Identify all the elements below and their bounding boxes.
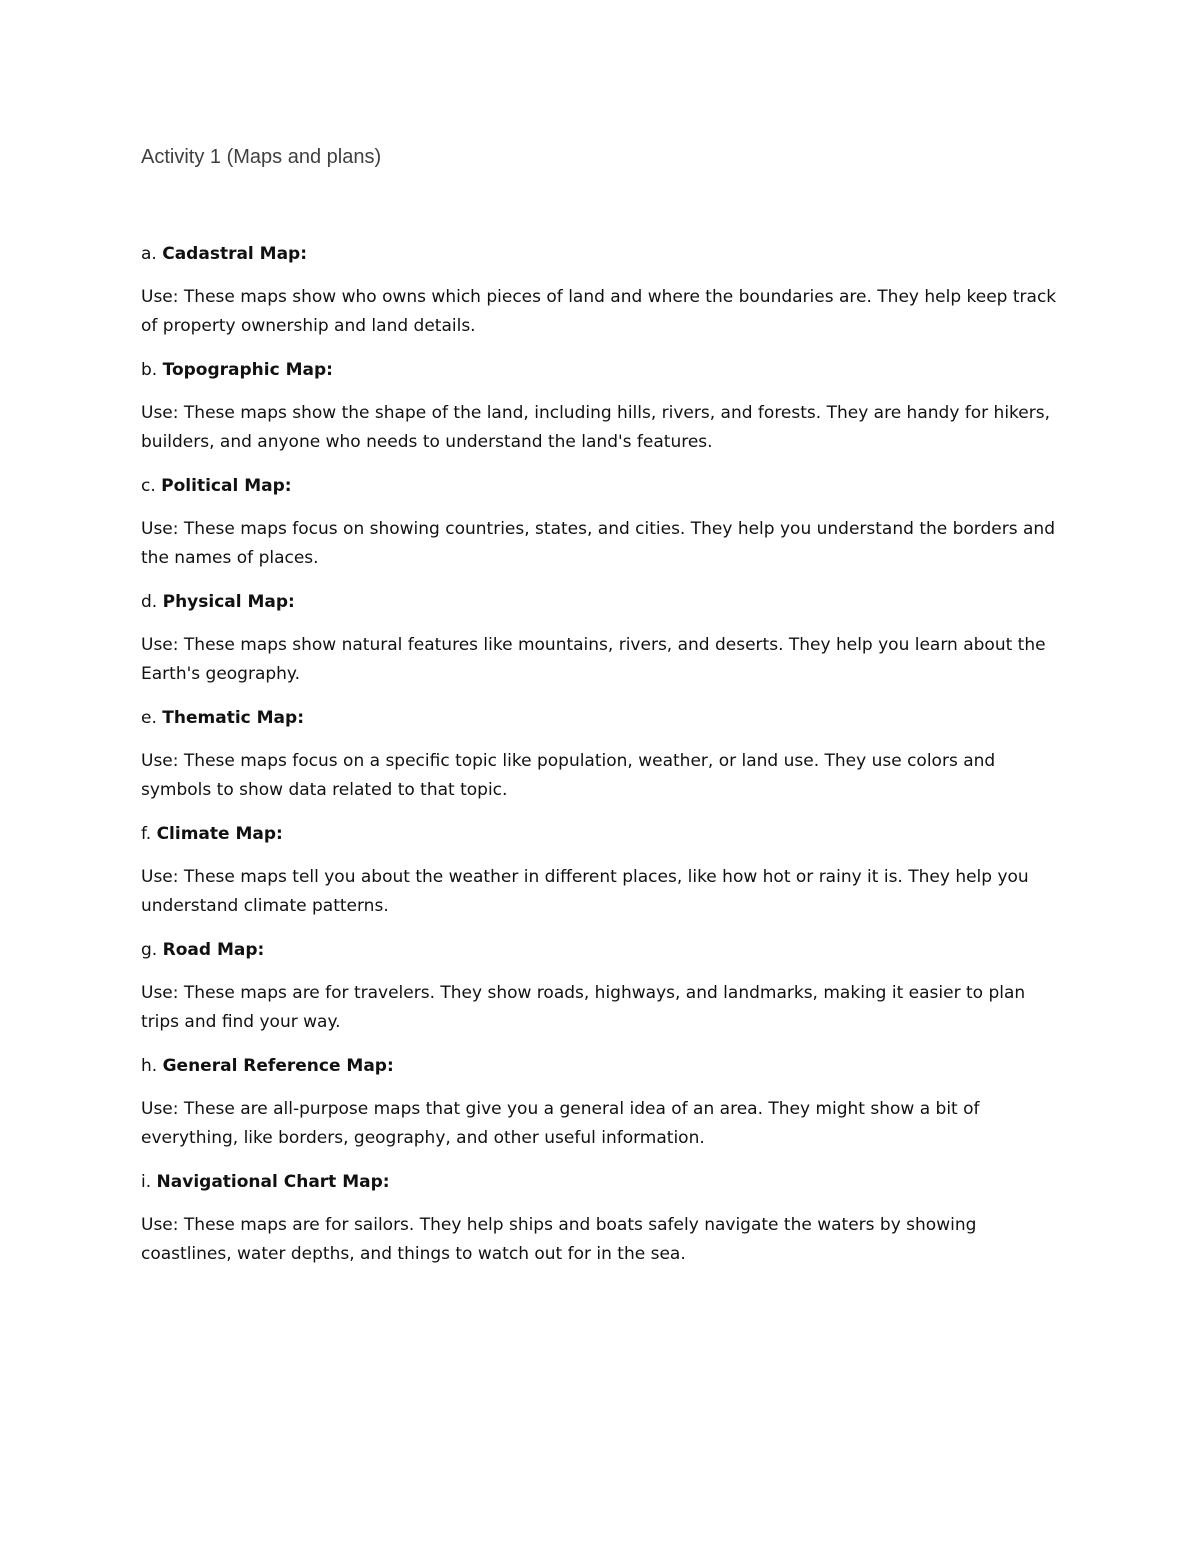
section-title: Political Map:	[161, 476, 292, 496]
section-marker: g.	[141, 940, 158, 960]
document-content	[141, 140, 1061, 1284]
use-label: Use:	[141, 867, 179, 887]
section-heading	[141, 588, 1061, 616]
section-marker: e.	[141, 708, 157, 728]
section-physical-map	[141, 588, 1061, 689]
use-label: Use:	[141, 403, 179, 423]
section-use-text	[141, 1211, 1061, 1269]
use-description: These maps show natural features like mountains, rivers, and deserts. They help you learn about the Earth's geography.	[141, 635, 1046, 684]
section-use-text	[141, 631, 1061, 689]
section-use-text	[141, 515, 1061, 573]
section-use-text	[141, 283, 1061, 341]
section-road-map	[141, 936, 1061, 1037]
section-use-text	[141, 399, 1061, 457]
document-title: Activity 1 (Maps and plans)	[141, 146, 382, 168]
section-heading	[141, 240, 1061, 268]
section-title: Climate Map:	[156, 824, 283, 844]
section-heading	[141, 356, 1061, 384]
section-use-text	[141, 1095, 1061, 1153]
section-marker: a.	[141, 244, 157, 264]
use-description: These maps focus on a specific topic like population, weather, or land use. They use colors and symbols to show data related to that topic.	[141, 751, 996, 800]
section-marker: d.	[141, 592, 158, 612]
section-use-text	[141, 863, 1061, 921]
section-title: Road Map:	[162, 940, 265, 960]
section-marker: h.	[141, 1056, 158, 1076]
use-label: Use:	[141, 751, 179, 771]
section-heading	[141, 1052, 1061, 1080]
section-use-text	[141, 747, 1061, 805]
section-title: Topographic Map:	[162, 360, 333, 380]
section-title: Navigational Chart Map:	[156, 1172, 390, 1192]
section-title: Cadastral Map:	[162, 244, 308, 264]
section-title: General Reference Map:	[162, 1056, 394, 1076]
use-description: These maps are for sailors. They help ships and boats safely navigate the waters by showing coastlines, water depths, and things to watch out for in the sea.	[141, 1215, 977, 1264]
section-general-reference-map	[141, 1052, 1061, 1153]
section-marker: i.	[141, 1172, 152, 1192]
section-cadastral-map	[141, 240, 1061, 341]
section-heading	[141, 1168, 1061, 1196]
use-description: These maps focus on showing countries, states, and cities. They help you understand the borders and the names of places.	[141, 519, 1055, 568]
use-description: These are all-purpose maps that give you a general idea of an area. They might show a bit of everything, like borders, geography, and other useful information.	[141, 1099, 980, 1148]
use-description: These maps show who owns which pieces of land and where the boundaries are. They help keep track of property ownership and land details.	[141, 287, 1057, 336]
use-label: Use:	[141, 635, 179, 655]
section-marker: f.	[141, 824, 152, 844]
section-heading	[141, 704, 1061, 732]
section-title: Thematic Map:	[162, 708, 305, 728]
section-marker: b.	[141, 360, 158, 380]
section-navigational-chart-map	[141, 1168, 1061, 1269]
section-topographic-map	[141, 356, 1061, 457]
use-description: These maps are for travelers. They show roads, highways, and landmarks, making it easier to plan trips and find your way.	[141, 983, 1026, 1032]
section-heading	[141, 936, 1061, 964]
section-marker: c.	[141, 476, 156, 496]
use-label: Use:	[141, 287, 179, 307]
use-label: Use:	[141, 1215, 179, 1235]
use-description: These maps show the shape of the land, including hills, rivers, and forests. They are handy for hikers, builders, and anyone who needs to understand the land's features.	[141, 403, 1051, 452]
section-political-map	[141, 472, 1061, 573]
use-label: Use:	[141, 983, 179, 1003]
use-label: Use:	[141, 519, 179, 539]
section-use-text	[141, 979, 1061, 1037]
section-heading	[141, 472, 1061, 500]
section-thematic-map	[141, 704, 1061, 805]
use-description: These maps tell you about the weather in different places, like how hot or rainy it is. They help you understand climate patterns.	[141, 867, 1029, 916]
section-heading	[141, 820, 1061, 848]
section-climate-map	[141, 820, 1061, 921]
section-title: Physical Map:	[162, 592, 295, 612]
use-label: Use:	[141, 1099, 179, 1119]
